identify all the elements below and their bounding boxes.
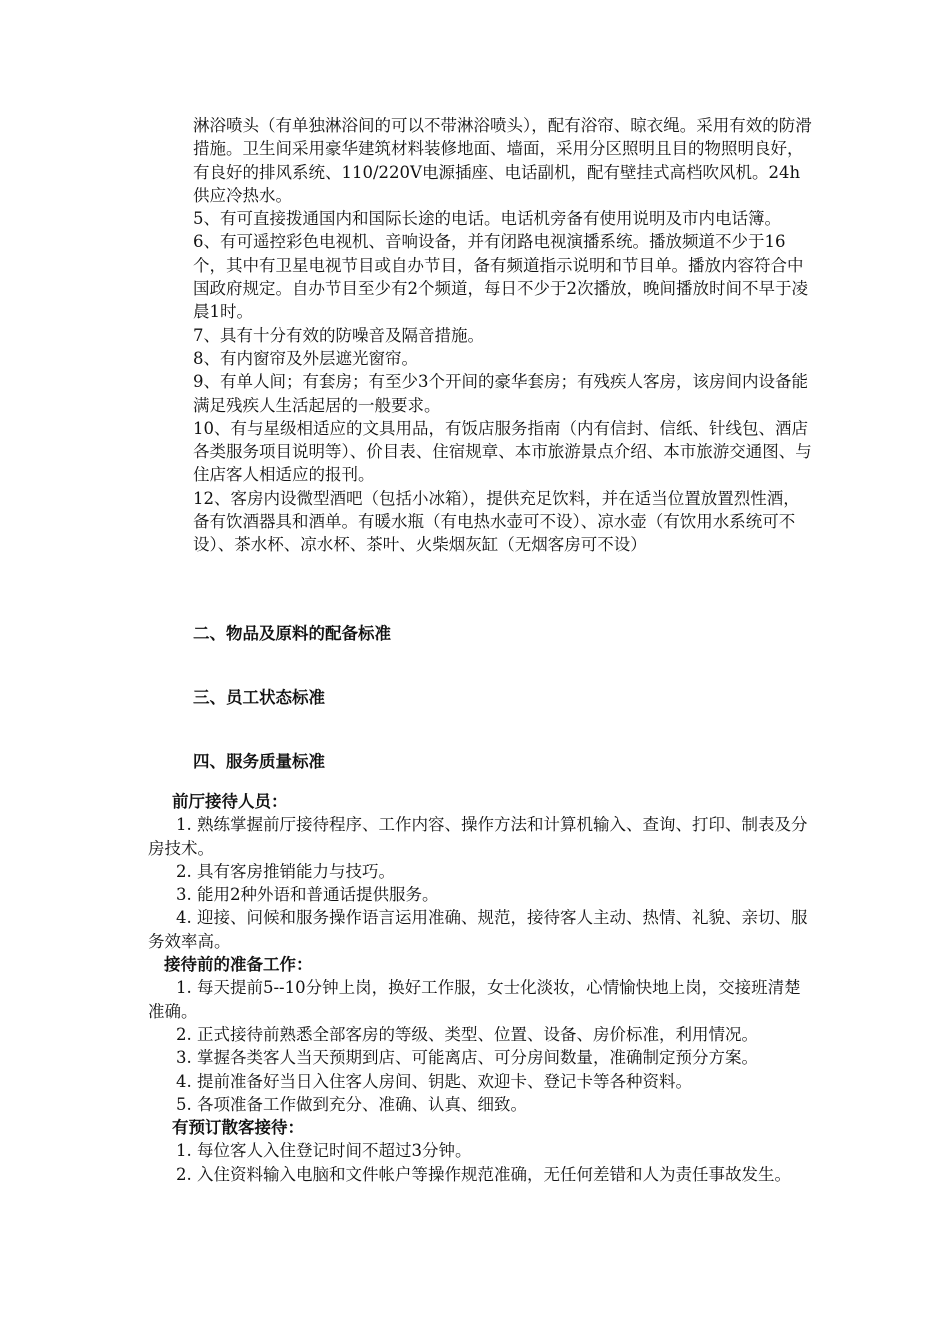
- subheading: 前厅接待人员：: [172, 792, 288, 811]
- paragraph: 6、有可遥控彩色电视机、音响设备，并有闭路电视演播系统。播放频道不少于16个，其中有卫星电视节目或自办节目，备有频道指示说明和节目单。播放内容符合中国政府规定。自办节目至少有2个频道，每日不少于2次播放，晚间播放时间不早于凌晨1时。: [193, 232, 808, 322]
- list-item: 1. 熟练掌握前厅接待程序、工作内容、操作方法和计算机输入、查询、打印、制表及分房技术。: [148, 815, 808, 858]
- list-item: 5. 各项准备工作做到充分、准确、认真、细致。: [176, 1094, 527, 1114]
- paragraph: 9、有单人间；有套房；有至少3个开间的豪华套房；有残疾人客房，该房间内设备能满足残疾人生活起居的一般要求。: [193, 372, 808, 415]
- list-item: 1. 每天提前5--10分钟上岗，换好工作服，女士化淡妆，心情愉快地上岗，交接班清楚准确。: [148, 978, 801, 1021]
- list-item: 2. 入住资料输入电脑和文件帐户等操作规范准确，无任何差错和人为责任事故发生。: [176, 1164, 791, 1184]
- room-facilities-section: [193, 114, 813, 557]
- paragraph: 12、客房内设微型酒吧（包括小冰箱），提供充足饮料，并在适当位置放置烈性酒，备有饮酒器具和酒单。有暖水瓶（有电热水壶可不设）、凉水壶（有饮用水系统可不设）、茶水杯、凉水杯、茶叶、火柴烟灰缸（无烟客房可不设）: [193, 488, 800, 555]
- service-quality-section: [148, 790, 813, 1186]
- list-item: 2. 具有客房推销能力与技巧。: [176, 861, 395, 881]
- section-heading: 三、员工状态标准: [193, 688, 325, 707]
- list-item: 4. 提前准备好当日入住客人房间、钥匙、欢迎卡、登记卡等各种资料。: [176, 1071, 692, 1091]
- list-item: 3. 掌握各类客人当天预期到店、可能离店、可分房间数量，准确制定预分方案。: [176, 1048, 758, 1068]
- section-heading: 四、服务质量标准: [193, 752, 325, 771]
- list-item: 1. 每位客人入住登记时间不超过3分钟。: [176, 1141, 472, 1161]
- paragraph: 5、有可直接拨通国内和国际长途的电话。电话机旁备有使用说明及市内电话簿。: [193, 209, 781, 229]
- list-item: 4. 迎接、问候和服务操作语言运用准确、规范，接待客人主动、热情、礼貌、亲切、服务效率高。: [148, 908, 808, 951]
- list-item: 2. 正式接待前熟悉全部客房的等级、类型、位置、设备、房价标准，利用情况。: [176, 1024, 758, 1044]
- subheading: 有预订散客接待：: [172, 1118, 304, 1138]
- paragraph: 10、有与星级相适应的文具用品，有饭店服务指南（内有信封、信纸、针线包、酒店各类服务项目说明等）、价目表、住宿规章、本市旅游景点介绍、本市旅游交通图、与住店客人相适应的报刊。: [193, 418, 812, 485]
- paragraph: 淋浴喷头（有单独淋浴间的可以不带淋浴喷头），配有浴帘、晾衣绳。采用有效的防滑措施。卫生间采用豪华建筑材料装修地面、墙面，采用分区照明且目的物照明良好，有良好的排风系统、110/220V电源插座、电话副机，配有壁挂式高档吹风机。24h供应冷热水。: [193, 116, 812, 205]
- subheading: 接待前的准备工作：: [164, 955, 313, 975]
- paragraph: 7、具有十分有效的防噪音及隔音措施。: [193, 325, 484, 345]
- list-item: 3. 能用2种外语和普通话提供服务。: [176, 885, 439, 905]
- section-heading: 二、物品及原料的配备标准: [193, 624, 391, 643]
- paragraph: 8、有内窗帘及外层遮光窗帘。: [193, 348, 418, 368]
